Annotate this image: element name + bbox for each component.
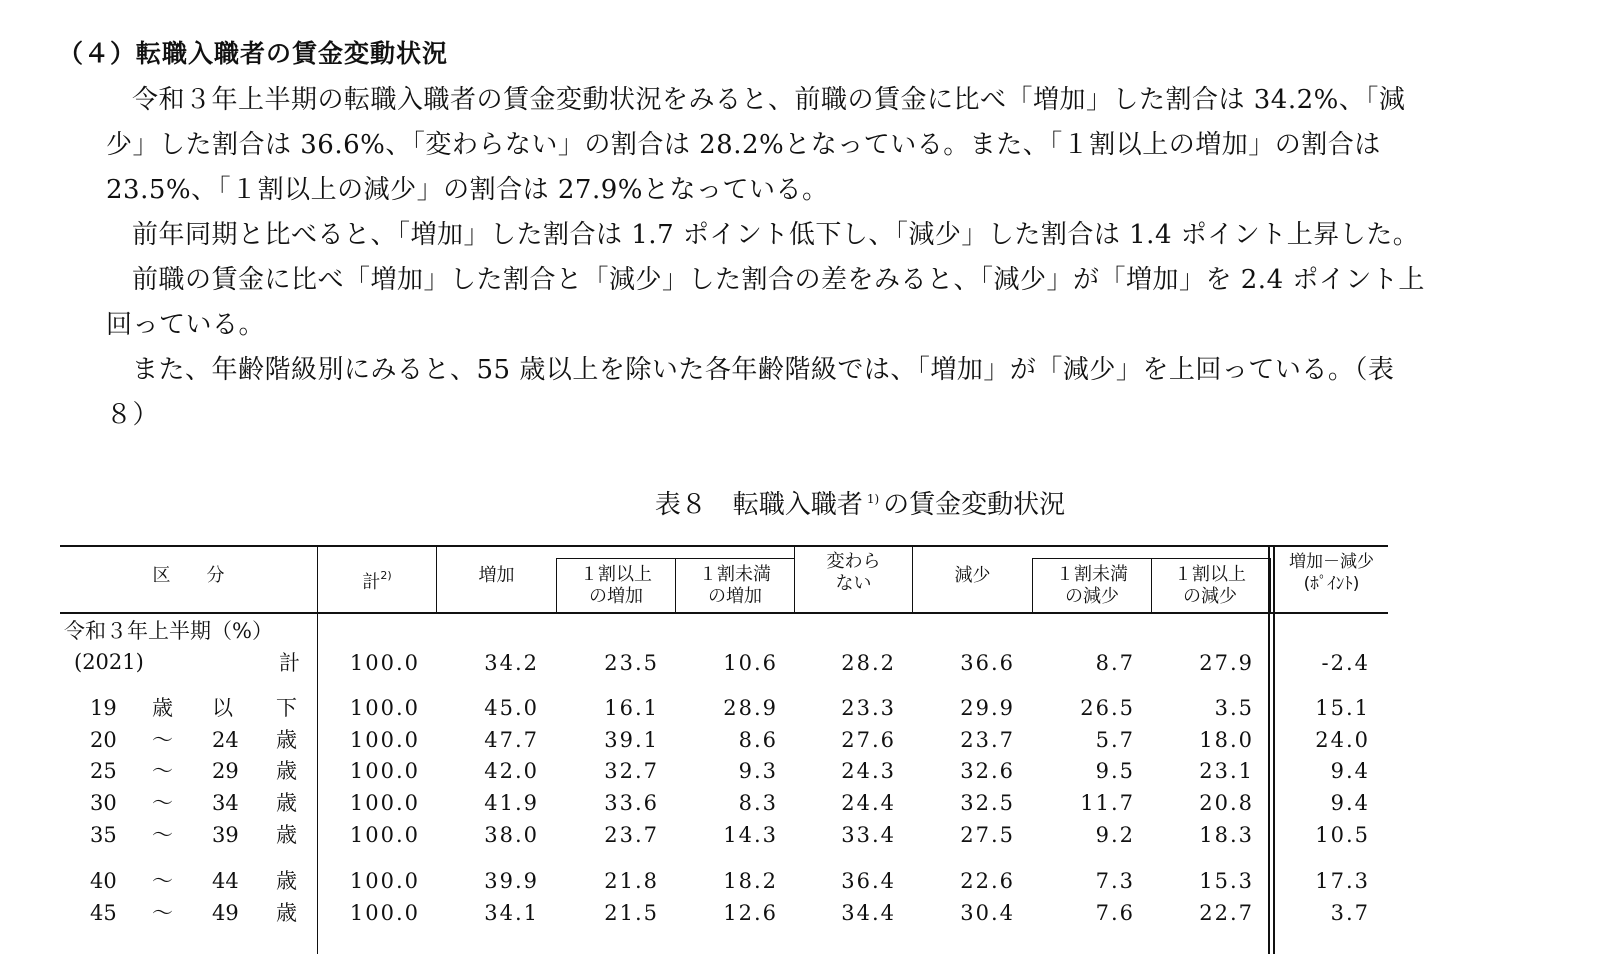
row-label-part: 29 <box>212 759 239 783</box>
header-dec-10plus <box>1152 564 1268 608</box>
header-diff <box>1275 551 1388 595</box>
table-cell: 16.1 <box>604 696 659 720</box>
table-cell: 33.6 <box>604 791 659 815</box>
table-cell: 24.4 <box>841 791 896 815</box>
paragraph-4: また、年齢階級別にみると、55 歳以上を除いた各年齢階級では、「増加」が「減少」を上回っている。（表８） <box>106 355 1395 430</box>
row-label-part: 歳 <box>152 696 173 720</box>
header-dec-10plus-l2: の減少 <box>1183 586 1237 607</box>
header-increase: 増加 <box>478 565 515 586</box>
table-cell: 100.0 <box>349 651 420 675</box>
table-cell: 7.6 <box>1095 901 1135 925</box>
table-cell: 27.9 <box>1199 651 1254 675</box>
table-cell: 24.3 <box>841 759 896 783</box>
col-rule-dec3 <box>1270 558 1271 614</box>
section-heading: （４）転職入職者の賃金変動状況 <box>58 39 449 68</box>
paragraph-1: 令和３年上半期の転職入職者の賃金変動状況をみると、前職の賃金に比べ「増加」した割合は 34.2%、「減少」した割合は 36.6%、「変わらない」の割合は 28.2%となっている。また、「１割以上の増加」の割合は 23.5%、「１割以上の減少」の割合は 27.9%となっている。 <box>106 85 1406 205</box>
table-cell: 100.0 <box>349 759 420 783</box>
table-cell: 9.5 <box>1095 759 1135 783</box>
table-cell: 9.3 <box>738 759 778 783</box>
table-cell: 8.7 <box>1095 651 1135 675</box>
table-cell: 23.7 <box>604 823 659 847</box>
body-text <box>106 78 1426 438</box>
header-inc-10plus-l1: １割以上 <box>580 564 652 585</box>
table-cell: 34.4 <box>841 901 896 925</box>
row-label-part: 39 <box>212 823 239 847</box>
table-cell: 100.0 <box>349 869 420 893</box>
row-label-part: 歳 <box>276 869 297 893</box>
table-cell: 9.4 <box>1330 759 1370 783</box>
row-label-part: 歳 <box>276 823 297 847</box>
table-cell: 28.9 <box>723 696 778 720</box>
row-label-part: ～ <box>152 791 173 815</box>
table-cell: 29.9 <box>960 696 1015 720</box>
table-cell: 23.7 <box>960 728 1015 752</box>
header-inc-under10-l1: １割未満 <box>699 564 771 585</box>
table-cell: 17.3 <box>1315 869 1370 893</box>
table-cell: 24.0 <box>1315 728 1370 752</box>
table-cell: 3.7 <box>1330 901 1370 925</box>
header-dec-under10-l1: １割未満 <box>1056 564 1128 585</box>
table-cell: 23.1 <box>1199 759 1254 783</box>
table-cell: 45.0 <box>484 696 539 720</box>
col-rule-label <box>317 545 318 954</box>
header-inc-under10 <box>676 564 794 608</box>
header-dec-10plus-l1: １割以上 <box>1174 564 1246 585</box>
table-cell: 27.6 <box>841 728 896 752</box>
row-label-part: 30 <box>90 791 117 815</box>
table-cell: 23.3 <box>841 696 896 720</box>
group-year: (2021) <box>74 650 144 674</box>
table-cell: 28.2 <box>841 651 896 675</box>
table-cell: 27.5 <box>960 823 1015 847</box>
table-cell: 36.4 <box>841 869 896 893</box>
header-bottom-rule <box>60 612 1388 614</box>
table-cell: -2.4 <box>1321 651 1370 675</box>
header-total <box>318 565 436 594</box>
table-cell: 8.3 <box>738 791 778 815</box>
table-cell: 32.6 <box>960 759 1015 783</box>
header-dec-under10 <box>1033 564 1151 608</box>
row-label-part: 歳 <box>276 791 297 815</box>
table-cell: 9.4 <box>1330 791 1370 815</box>
header-inc-10plus-l2: の増加 <box>589 586 643 607</box>
caption-prefix: 表８ 転職入職者 <box>654 490 863 520</box>
caption-footnote-mark: 1) <box>866 492 880 506</box>
table-cell: 21.8 <box>604 869 659 893</box>
row-label-part: 34 <box>212 791 239 815</box>
row-label-part: 歳 <box>276 901 297 925</box>
row-label-part: 19 <box>90 696 117 720</box>
table-cell: 5.7 <box>1095 728 1135 752</box>
table-cell: 47.7 <box>484 728 539 752</box>
header-unchanged-l1: 変わら <box>826 551 881 572</box>
table-cell: 21.5 <box>604 901 659 925</box>
header-diff-l2: (ﾎﾟｲﾝﾄ) <box>1303 574 1360 594</box>
table-cell: 30.4 <box>960 901 1015 925</box>
table-cell: 34.1 <box>484 901 539 925</box>
table-cell: 32.7 <box>604 759 659 783</box>
table-cell: 7.3 <box>1095 869 1135 893</box>
row-label-total: 計 <box>279 651 300 675</box>
table-cell: 18.3 <box>1199 823 1254 847</box>
row-label-part: 24 <box>212 728 239 752</box>
row-label-part: 以 <box>212 696 233 720</box>
row-label-part: ～ <box>152 759 173 783</box>
table-caption <box>0 484 1600 521</box>
row-label-part: 44 <box>212 869 239 893</box>
header-dec-under10-l2: の減少 <box>1065 586 1119 607</box>
table-cell: 9.2 <box>1095 823 1135 847</box>
header-unchanged-l2: ない <box>835 573 872 594</box>
table-cell: 41.9 <box>484 791 539 815</box>
table-top-rule <box>60 545 1388 547</box>
table-cell: 11.7 <box>1080 791 1135 815</box>
table-cell: 100.0 <box>349 728 420 752</box>
table-cell: 14.3 <box>723 823 778 847</box>
header-category: 区 分 <box>152 565 225 586</box>
table-cell: 8.6 <box>738 728 778 752</box>
row-label-part: 25 <box>90 759 117 783</box>
row-label-part: 歳 <box>276 728 297 752</box>
header-decrease: 減少 <box>954 565 991 586</box>
row-label-part: 20 <box>90 728 117 752</box>
table-cell: 10.5 <box>1315 823 1370 847</box>
table-cell: 100.0 <box>349 696 420 720</box>
table-cell: 32.5 <box>960 791 1015 815</box>
row-label-part: ～ <box>152 728 173 752</box>
table-cell: 23.5 <box>604 651 659 675</box>
table-cell: 22.6 <box>960 869 1015 893</box>
paragraph-3: 前職の賃金に比べ「増加」した割合と「減少」した割合の差をみると、「減少」が「増加」を 2.4 ポイント上回っている。 <box>106 265 1425 340</box>
table-cell: 36.6 <box>960 651 1015 675</box>
row-label-part: 45 <box>90 901 117 925</box>
header-inc-10plus <box>557 564 675 608</box>
row-label-part: 歳 <box>276 759 297 783</box>
table-cell: 42.0 <box>484 759 539 783</box>
header-diff-l1: 増加－減少 <box>1289 552 1374 572</box>
group-label: 令和３年上半期（%） <box>64 619 273 643</box>
row-label-part: 下 <box>276 696 297 720</box>
table-cell: 15.1 <box>1315 696 1370 720</box>
table-cell: 33.4 <box>841 823 896 847</box>
table-cell: 18.2 <box>723 869 778 893</box>
caption-suffix: の賃金変動状況 <box>883 490 1066 520</box>
row-label-part: 49 <box>212 901 239 925</box>
table-cell: 26.5 <box>1080 696 1135 720</box>
table-cell: 10.6 <box>723 651 778 675</box>
table-cell: 18.0 <box>1199 728 1254 752</box>
table-cell: 100.0 <box>349 901 420 925</box>
header-total-note: 2) <box>380 569 392 582</box>
row-label-part: ～ <box>152 823 173 847</box>
table-cell: 100.0 <box>349 791 420 815</box>
table-cell: 3.5 <box>1214 696 1254 720</box>
table-cell: 22.7 <box>1199 901 1254 925</box>
paragraph-2: 前年同期と比べると、「増加」した割合は 1.7 ポイント低下し、「減少」した割合は 1.4 ポイント上昇した。 <box>132 220 1420 250</box>
table-cell: 15.3 <box>1199 869 1254 893</box>
header-unchanged <box>795 551 912 595</box>
table-cell: 39.1 <box>604 728 659 752</box>
table-cell: 20.8 <box>1199 791 1254 815</box>
table-cell: 100.0 <box>349 823 420 847</box>
header-total-label: 計 <box>362 572 381 593</box>
wage-change-table <box>60 545 1440 954</box>
table-cell: 38.0 <box>484 823 539 847</box>
row-label-part: 35 <box>90 823 117 847</box>
row-label-part: ～ <box>152 869 173 893</box>
row-label-part: 40 <box>90 869 117 893</box>
table-cell: 34.2 <box>484 651 539 675</box>
header-inc-under10-l2: の増加 <box>708 586 762 607</box>
table-cell: 39.9 <box>484 869 539 893</box>
row-label-part: ～ <box>152 901 173 925</box>
table-cell: 12.6 <box>723 901 778 925</box>
